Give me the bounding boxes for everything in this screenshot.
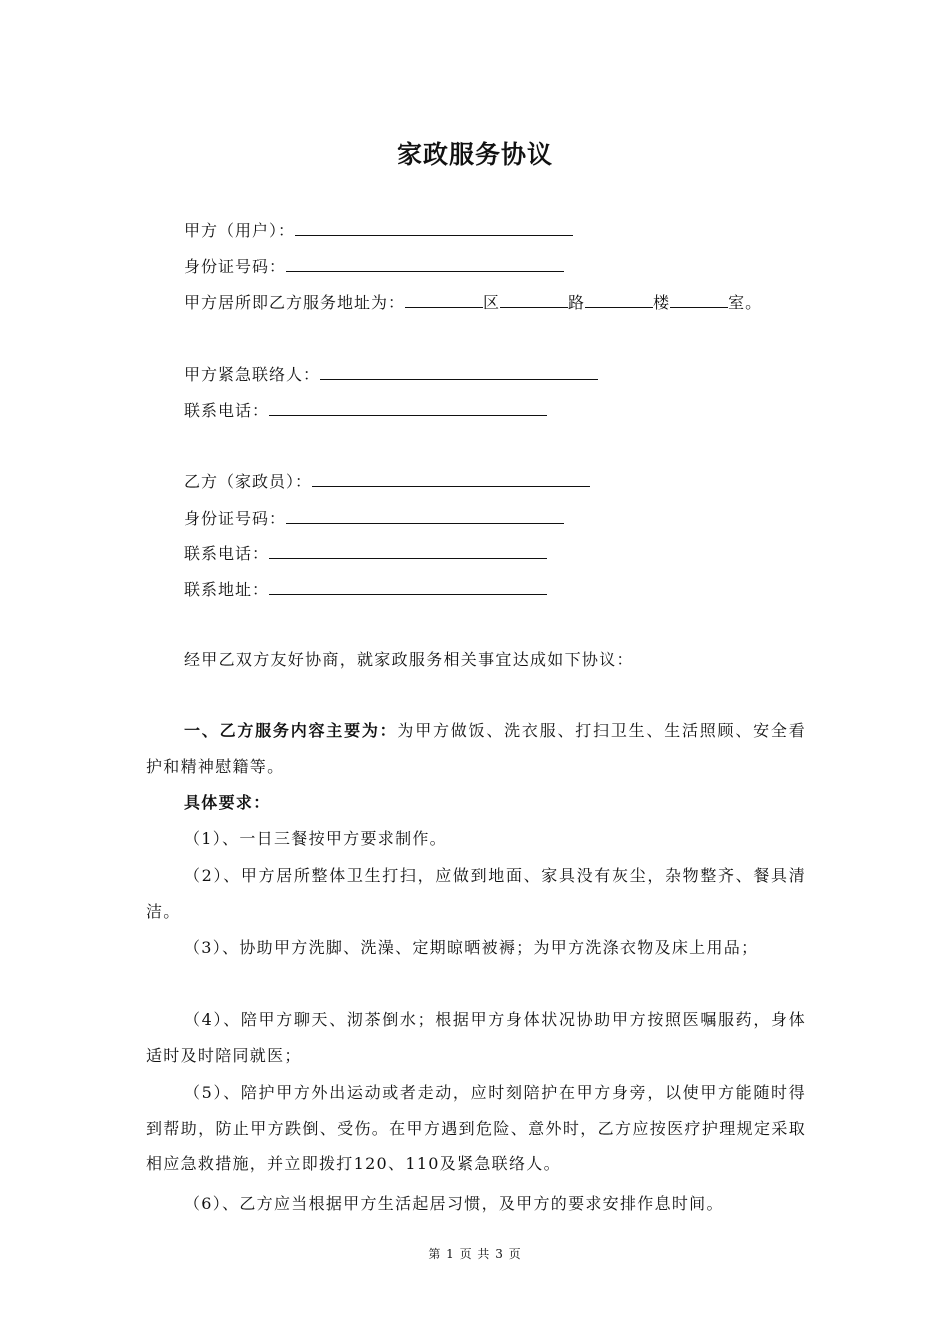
party-a-name-blank[interactable]	[295, 220, 573, 236]
party-b-name-blank[interactable]	[312, 471, 590, 487]
party-b-id-blank[interactable]	[286, 508, 564, 524]
requirement-item-5: （5）、陪护甲方外出运动或者走动，应时刻陪护在甲方身旁，以使甲方能随时得到帮助，防止甲方跌倒、受伤。在甲方遇到危险、意外时，乙方应按医疗护理规定采取相应急救措施，并立即拨打120、110及紧急联络人。	[146, 1083, 806, 1173]
party-b-name-label: 乙方（家政员）：	[184, 472, 313, 491]
party-b-id-line	[184, 506, 564, 529]
section1-text: 为甲方做饭、洗衣服、打扫卫生、生活照顾、安全看护和精神慰籍等。	[146, 721, 806, 776]
party-a-name-label: 甲方（用户）：	[184, 221, 296, 240]
party-a-phone-blank[interactable]	[269, 400, 547, 416]
party-a-name-line	[184, 218, 573, 241]
party-a-emergency-line	[184, 362, 598, 385]
party-a-phone-label: 联系电话：	[184, 401, 270, 420]
party-b-phone-blank[interactable]	[269, 543, 547, 559]
requirement-item-2: （2）、甲方居所整体卫生打扫，应做到地面、家具没有灰尘，杂物整齐、餐具清洁。	[146, 866, 806, 921]
address-road-blank[interactable]	[500, 292, 568, 308]
section1-heading: 一、乙方服务内容主要为：	[184, 721, 398, 740]
party-a-id-line	[184, 254, 564, 277]
section1-paragraph	[146, 713, 806, 784]
party-a-phone-line	[184, 398, 547, 421]
requirement-item-4: （4）、陪甲方聊天、沏茶倒水；根据甲方身体状况协助甲方按照医嘱服药，身体适时及时陪同就医；	[146, 1010, 806, 1065]
party-b-name-line	[184, 469, 590, 492]
party-b-phone-label: 联系电话：	[184, 544, 270, 563]
requirement-item-6: （6）、乙方应当根据甲方生活起居习惯，及甲方的要求安排作息时间。	[184, 1194, 724, 1213]
document-title: 家政服务协议	[396, 140, 553, 169]
address-building-label: 楼	[653, 293, 671, 312]
party-b-id-label: 身份证号码：	[184, 509, 287, 528]
address-district-blank[interactable]	[405, 292, 483, 308]
party-a-emergency-blank[interactable]	[320, 364, 598, 380]
party-a-address-line	[184, 290, 762, 313]
requirement-item-1: （1）、一日三餐按甲方要求制作。	[184, 829, 447, 848]
party-a-emergency-label: 甲方紧急联络人：	[184, 365, 321, 384]
party-a-id-blank[interactable]	[286, 256, 564, 272]
requirement-item-3: （3）、协助甲方洗脚、洗澡、定期晾晒被褥；为甲方洗涤衣物及床上用品；	[184, 938, 759, 957]
address-road-label: 路	[568, 293, 586, 312]
party-a-id-label: 身份证号码：	[184, 257, 287, 276]
address-room-label: 室。	[728, 293, 763, 312]
address-building-blank[interactable]	[585, 292, 653, 308]
party-b-phone-line	[184, 541, 547, 564]
requirements-heading: 具体要求：	[184, 793, 271, 812]
party-b-address-blank[interactable]	[269, 579, 547, 595]
address-district-label: 区	[483, 293, 501, 312]
address-room-blank[interactable]	[670, 292, 728, 308]
page-footer: 第 1 页 共 3 页	[428, 1247, 522, 1261]
party-a-address-label: 甲方居所即乙方服务地址为：	[184, 293, 406, 312]
intro-paragraph: 经甲乙双方友好协商，就家政服务相关事宜达成如下协议：	[184, 650, 634, 669]
party-b-address-label: 联系地址：	[184, 580, 270, 599]
party-b-address-line	[184, 577, 547, 600]
